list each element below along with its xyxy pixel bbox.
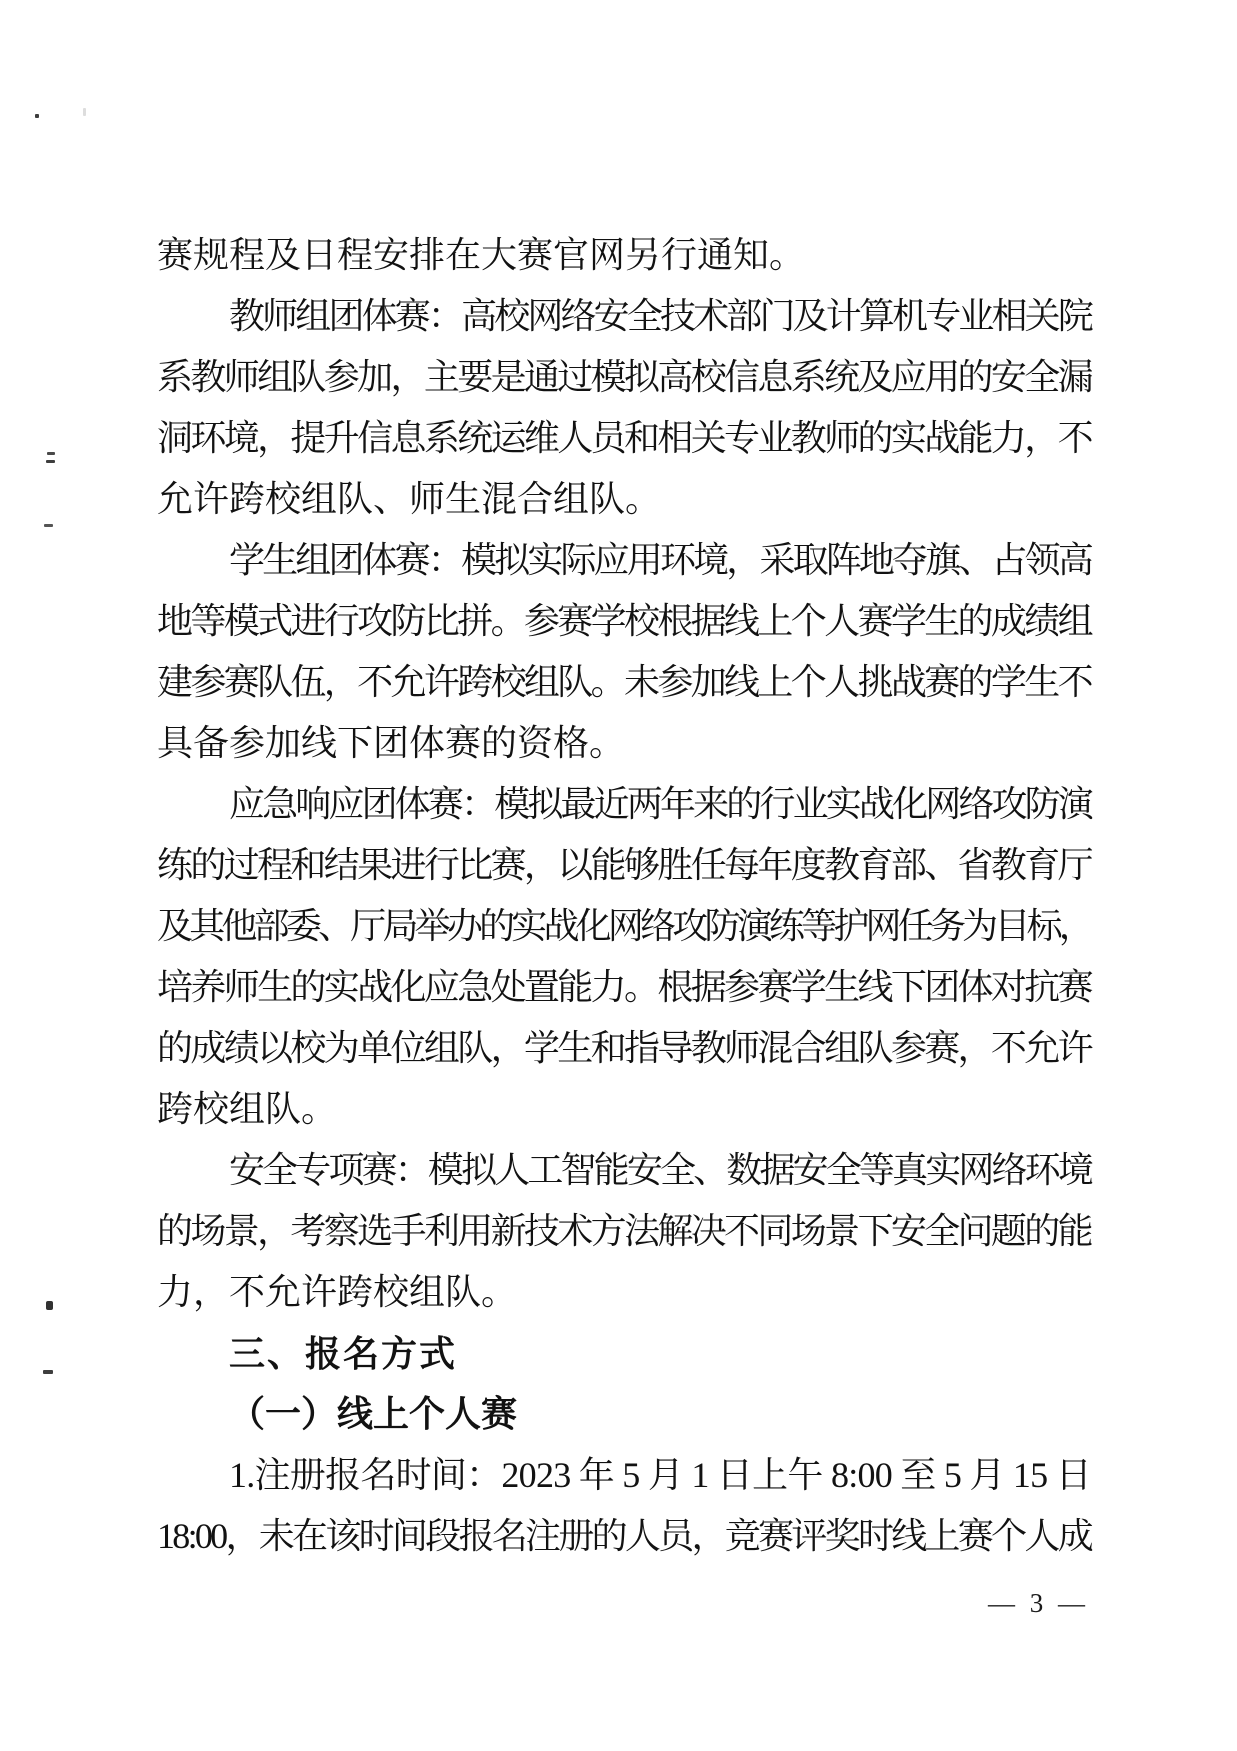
text-line: 的成绩以校为单位组队，学生和指导教师混合组队参赛，不允许 (157, 1028, 1091, 1068)
paragraph-start-line: 教师组团体赛：高校网络安全技术部门及计算机专业相关院 (229, 296, 1091, 336)
text-line: 18:00，未在该时间段报名注册的人员，竞赛评奖时线上赛个人成 (157, 1516, 1091, 1556)
text-line: 培养师生的实战化应急处置能力。根据参赛学生线下团体对抗赛 (157, 967, 1091, 1007)
text-line: 及其他部委、厅局举办的实战化网络攻防演练等护网任务为目标， (157, 906, 1091, 946)
text-line: 建参赛队伍，不允许跨校组队。未参加线上个人挑战赛的学生不 (157, 662, 1091, 702)
paragraph-start-line: 学生组团体赛：模拟实际应用环境，采取阵地夺旗、占领高 (229, 540, 1091, 580)
paragraph-start-line: 应急响应团体赛：模拟最近两年来的行业实战化网络攻防演 (229, 784, 1091, 824)
paragraph-start-line: 安全专项赛：模拟人工智能安全、数据安全等真实网络环境 (229, 1150, 1091, 1190)
text-line: 的场景，考察选手利用新技术方法解决不同场景下安全问题的能 (157, 1211, 1091, 1251)
section-heading: 三、报名方式 (229, 1333, 458, 1374)
text-line: 允许跨校组队、师生混合组队。 (157, 479, 662, 519)
scan-artifact-dash (44, 524, 53, 527)
text-line: 系教师组队参加，主要是通过模拟高校信息系统及应用的安全漏 (157, 357, 1091, 397)
scan-artifact-dash (47, 452, 55, 455)
scan-artifact-dash (43, 1370, 53, 1374)
scan-artifact-dot (46, 1301, 53, 1310)
text-line: 具备参加线下团体赛的资格。 (157, 723, 626, 763)
text-line: 洞环境，提升信息系统运维人员和相关专业教师的实战能力，不 (157, 418, 1091, 458)
page-number: — 3 — (988, 1588, 1089, 1618)
subsection-heading: （一）线上个人赛 (229, 1394, 518, 1434)
scan-artifact-faint (83, 108, 86, 116)
text-line: 跨校组队。 (157, 1089, 338, 1129)
text-line: 地等模式进行攻防比拼。参赛学校根据线上个人赛学生的成绩组 (157, 601, 1091, 641)
text-line: 力，不允许跨校组队。 (157, 1272, 518, 1312)
scan-artifact-dash (46, 460, 55, 463)
scan-artifact-speck (35, 114, 39, 118)
numbered-item-line: 1.注册报名时间：2023 年 5 月 1 日上午 8:00 至 5 月 15 日 (229, 1455, 1091, 1495)
text-line: 练的过程和结果进行比赛，以能够胜任每年度教育部、省教育厅 (157, 845, 1091, 885)
document-body (157, 225, 1091, 1567)
text-line: 赛规程及日程安排在大赛官网另行通知。 (157, 235, 806, 275)
